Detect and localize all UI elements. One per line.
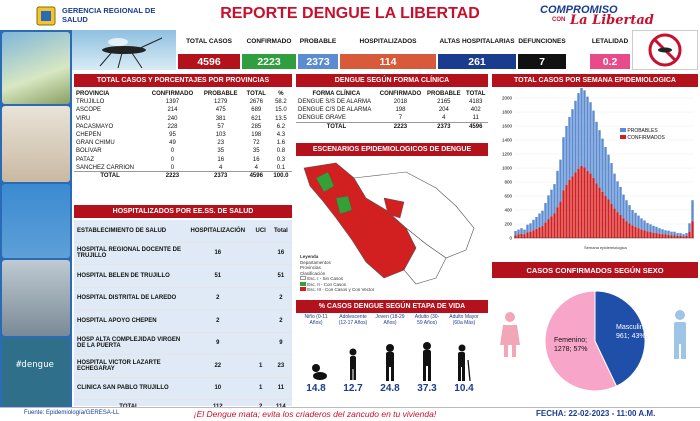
tires-photo: [2, 260, 70, 336]
table-total-row: TOTAL 2223 2373 4596: [296, 123, 488, 131]
bar-probable: [514, 231, 516, 235]
bar-probable: [550, 190, 552, 217]
regional-logo: [34, 5, 58, 27]
bar-confirmado: [592, 178, 594, 238]
bar-confirmado: [526, 232, 528, 238]
bar-confirmado: [646, 231, 648, 238]
bar-probable: [679, 233, 681, 236]
bar-probable: [571, 109, 573, 176]
etapa-label: Adulto (30-59 Años): [414, 314, 440, 326]
table-row: TRUJILLO 1397 1279 2676 58.2: [76, 99, 287, 106]
table-row: HOSP ALTA COMPLEJIDAD VIRGEN DE LA PUERTA 9 9: [74, 332, 292, 355]
bar-confirmado: [550, 216, 552, 238]
bar-probable: [622, 195, 624, 219]
bar-probable: [553, 184, 555, 213]
sexo-title: CASOS CONFIRMADOS SEGÚN SEXO: [492, 262, 698, 278]
bar-confirmado: [520, 234, 522, 238]
bar-probable: [559, 160, 561, 202]
bar-confirmado: [652, 233, 654, 238]
footer-date: FECHA: 22-02-2023 - 11:00 A.M.: [536, 409, 656, 418]
bar-confirmado: [688, 232, 690, 238]
kpi-confirmado: CONFIRMADO 2223: [242, 30, 296, 70]
hospital-title: HOSPITALIZADOS POR EE.SS. DE SALUD: [74, 205, 292, 218]
table-row: GRAN CHIMU 49 23 72 1.6: [76, 140, 286, 147]
bar-probable: [610, 163, 612, 204]
bar-confirmado: [529, 232, 531, 238]
bar-probable: [664, 230, 666, 234]
y-tick-label: 600: [504, 193, 512, 199]
bar-confirmado: [556, 207, 558, 238]
bar-confirmado: [613, 209, 615, 238]
bar-confirmado: [604, 196, 606, 238]
table-row: PACASMAYO 228 57 285 6.2: [76, 123, 286, 130]
bar-confirmado: [538, 228, 540, 239]
bar-probable: [646, 223, 648, 231]
bar-confirmado: [664, 235, 666, 239]
bar-confirmado: [547, 219, 549, 238]
bar-probable: [589, 102, 591, 173]
no-mosquito-icon: [632, 30, 698, 70]
map-legend: Leyenda Departamentos Provincias Clasificación Esc. I - Sin Casos Esc. II - Con Casos Esc. III - Con Casos y Con Vector: [300, 254, 375, 292]
bar-confirmado: [595, 183, 597, 238]
bar-confirmado: [673, 235, 675, 238]
kpi-letalidad: LETALIDAD 0.2: [591, 38, 629, 68]
bar-probable: [613, 174, 615, 209]
bar-confirmado: [667, 235, 669, 238]
table-row: ASCOPE 214 475 689 15.0: [76, 107, 287, 114]
bar-probable: [538, 214, 540, 228]
footer-slogan: ¡El Dengue mata; evita los criaderos del zancudo en tu vivienda!: [193, 409, 437, 419]
bar-confirmado: [625, 221, 627, 238]
kpi-total-casos: TOTAL CASOS 4596: [178, 30, 240, 70]
bar-confirmado: [640, 230, 642, 238]
bar-confirmado: [601, 192, 603, 238]
bar-probable: [658, 228, 660, 234]
bar-probable: [634, 213, 636, 227]
bar-probable: [523, 230, 525, 235]
bar-confirmado: [589, 174, 591, 238]
etapa-value: 12.7: [343, 383, 363, 394]
bar-confirmado: [610, 204, 612, 238]
bar-probable: [598, 130, 600, 187]
bar-confirmado: [523, 235, 525, 239]
bar-confirmado: [649, 232, 651, 238]
footer-source: Fuente: Epidemiología/GERESA-LL: [24, 410, 120, 416]
bar-confirmado: [559, 202, 561, 238]
table-row: HOSPITAL APOYO CHEPEN 2 2: [74, 310, 292, 333]
sexo-panel: [492, 279, 698, 406]
x-axis-label: Semana epidemiologica: [584, 245, 627, 250]
bar-probable: [544, 203, 546, 223]
etapa-silhouettes: [296, 338, 488, 382]
etapa-value: 10.4: [454, 383, 474, 394]
semana-title: TOTAL CASOS POR SEMANA EPIDEMIOLOGICA: [492, 74, 698, 87]
bar-confirmado: [691, 221, 693, 238]
y-tick-label: 800: [504, 179, 512, 185]
table-row: DENGUE GRAVE 7 4 11: [298, 115, 479, 122]
y-tick-label: 200: [504, 221, 512, 227]
bar-probable: [532, 220, 534, 231]
table-row: CHEPEN 95 103 198 4.3: [76, 132, 286, 139]
table-row: SANCHEZ CARRION 0 4 4 0.1: [76, 164, 286, 171]
bar-probable: [577, 93, 579, 169]
bar-probable: [562, 137, 564, 190]
etapa-label: Niño (0-11 Años): [304, 314, 328, 326]
bar-confirmado: [574, 172, 576, 238]
y-tick-label: 2000: [501, 95, 512, 101]
bar-confirmado: [670, 235, 672, 238]
bar-probable: [583, 90, 585, 167]
footer: [0, 407, 700, 421]
bar-confirmado: [565, 185, 567, 238]
bar-confirmado: [541, 226, 543, 238]
kpi-defunciones: DEFUNCIONES 7: [518, 38, 566, 68]
forma-table: FORMA CLÍNICA CONFIRMADO PROBABLE TOTAL DENGUE S/S DE ALARMA 2018 2165 4183 DENGUE C/S DE ALARMA 198 204 402 DENGUE GRAVE 7 4 11 TOTAL 2223 2373 4596: [296, 90, 488, 131]
bar-probable: [661, 229, 663, 234]
bar-confirmado: [661, 234, 663, 238]
bar-probable: [607, 155, 609, 200]
bar-probable: [628, 205, 630, 223]
etapa-value: 24.8: [380, 383, 400, 394]
table-row: HOSPITAL DISTRITAL DE LAREDO 2 2: [74, 287, 292, 310]
bar-confirmado: [577, 169, 579, 238]
region-map: [296, 158, 488, 296]
weekly-cases-chart: [492, 88, 698, 256]
kpi-row: [178, 30, 590, 70]
bar-probable: [616, 181, 618, 212]
barrel-photo: [2, 184, 70, 258]
bar-probable: [595, 122, 597, 184]
bar-confirmado: [685, 236, 687, 238]
y-tick-label: 1200: [501, 151, 512, 157]
bar-probable: [685, 233, 687, 236]
table-row: DENGUE C/S DE ALARMA 198 204 402: [298, 107, 481, 114]
bar-probable: [541, 211, 543, 226]
bar-probable: [673, 232, 675, 236]
bar-probable: [568, 117, 570, 180]
etapa-label: Joven (18-29 Años): [375, 314, 405, 326]
male-icon: [674, 310, 686, 359]
fumigation-photo: [2, 32, 70, 104]
bar-confirmado: [676, 236, 678, 238]
bar-confirmado: [553, 214, 555, 239]
female-icon: [500, 312, 520, 357]
etapa-value: 37.3: [417, 383, 437, 394]
bar-probable: [619, 187, 621, 215]
mosquito-photo: [72, 30, 176, 70]
bar-confirmado: [562, 190, 564, 238]
pie-label-female: Femenino; 1278; 57%: [554, 337, 588, 353]
bar-confirmado: [571, 176, 573, 238]
table-total-row: TOTAL 2223 2373 4596 100.0: [74, 172, 292, 180]
pie-label-male: Masculino; 961; 43%: [616, 324, 650, 340]
chart-legend: PROBABLES CONFIRMADOS: [620, 128, 665, 142]
bar-probable: [601, 139, 603, 192]
bar-probable: [529, 223, 531, 231]
bar-confirmado: [619, 215, 621, 238]
bar-probable: [667, 231, 669, 235]
table-row: DENGUE S/S DE ALARMA 2018 2165 4183: [298, 99, 483, 106]
bar-probable: [631, 210, 633, 225]
bar-probable: [655, 227, 657, 233]
bar-probable: [682, 234, 684, 236]
org-name: GERENCIA REGIONAL DE SALUD: [62, 6, 156, 24]
table-row: VIRU 240 381 621 13.5: [76, 115, 287, 122]
table-row: BOLIVAR 0 35 35 0.8: [76, 148, 286, 155]
bar-probable: [526, 225, 528, 233]
dengue-tag-photo: #dengue: [2, 338, 70, 406]
bar-confirmado: [535, 229, 537, 238]
provincias-title: TOTAL CASOS Y PORCENTAJES POR PROVINCIAS: [74, 74, 292, 87]
bar-probable: [670, 232, 672, 236]
bar-confirmado: [514, 235, 516, 238]
bar-probable: [637, 216, 639, 229]
bar-confirmado: [586, 171, 588, 238]
bar-confirmado: [583, 167, 585, 238]
y-tick-label: 1000: [501, 165, 512, 171]
etapa-label: Adolescente (12-17 Años): [338, 314, 368, 326]
etapa-value: 14.8: [306, 383, 326, 394]
bar-probable: [691, 200, 693, 221]
bar-probable: [520, 228, 522, 234]
y-tick-label: 400: [504, 207, 512, 213]
kpi-probable: PROBABLE 2373: [299, 38, 337, 68]
bar-confirmado: [643, 230, 645, 238]
bar-probable: [676, 233, 678, 236]
table-row: HOSPITAL BELEN DE TRUJILLO 51 51: [74, 265, 292, 288]
bar-probable: [535, 217, 537, 229]
bar-probable: [688, 223, 690, 231]
bar-probable: [574, 101, 576, 172]
bar-probable: [547, 195, 549, 219]
bar-confirmado: [532, 230, 534, 238]
bar-confirmado: [631, 225, 633, 238]
bar-probable: [556, 171, 558, 207]
bar-confirmado: [580, 166, 582, 238]
bar-probable: [643, 221, 645, 231]
etapa-label: Adulto Mayor (60a Más): [449, 314, 479, 326]
bar-confirmado: [517, 235, 519, 239]
hospital-table: ESTABLECIMIENTO DE SALUD HOSPITALIZACIÓN UCI Total HOSPITAL REGIONAL DOCENTE DE TRUJILLO 16 16 HOSPITAL BELEN DE TRUJILLO 51 51 HOSPITAL DISTRITAL DE LAREDO 2 2 HOSPITAL APOYO CHEPEN 2 2 HOSP ALTA COMPLEJIDAD VIRGEN DE LA PUERTA 9 9 HOSPITAL VICTOR LAZARTE ECHEGARAY 22 1 23 CLINICA SAN PABLO TRUJILLO 10 1 11: [74, 220, 292, 406]
bar-confirmado: [637, 228, 639, 238]
bar-probable: [592, 111, 594, 178]
bar-confirmado: [616, 212, 618, 238]
bar-probable: [625, 200, 627, 221]
bar-confirmado: [634, 227, 636, 238]
water-container-photo: [2, 106, 70, 182]
provincias-table: PROVINCIA CONFIRMADO PROBABLE TOTAL % TRUJILLO 1397 1279 2676 58.2 ASCOPE 214 475 689 15.0 VIRU 240 381 621 13.5 PACASMAYO 228 57 285 6.2 CHEPEN 95 103 198 4.3 GRAN CHIMU 49 23 72 1.6 BOLIVAR 0 35 35 0.8 PATAZ 0 16 16 0.3 SANCHEZ CARRION 0 4 4 0.1 TOTAL 2223 2373 4596 100.0: [74, 90, 292, 180]
forma-title: DENGUE SEGÚN FORMA CLÍNICA: [296, 74, 488, 87]
bar-confirmado: [598, 188, 600, 238]
bar-probable: [517, 230, 519, 235]
table-row: HOSPITAL VICTOR LAZARTE ECHEGARAY 22 1 23: [74, 355, 292, 378]
bar-confirmado: [628, 223, 630, 238]
bar-probable: [604, 147, 606, 196]
bar-confirmado: [655, 233, 657, 238]
bar-confirmado: [607, 200, 609, 239]
kpi-altas: ALTAS HOSPITALARIAS 261: [439, 38, 515, 68]
etapa-title: % CASOS DENGUE SEGÚN ETAPA DE VIDA: [296, 300, 488, 313]
sex-pie-chart: [492, 279, 698, 406]
y-tick-label: 0: [509, 235, 512, 241]
bar-confirmado: [622, 218, 624, 238]
page-title: REPORTE DENGUE LA LIBERTAD: [220, 5, 480, 22]
y-tick-label: 1800: [501, 109, 512, 115]
bar-probable: [586, 97, 588, 171]
bar-probable: [649, 224, 651, 232]
y-tick-label: 1400: [501, 137, 512, 143]
table-row: HOSPITAL REGIONAL DOCENTE DE TRUJILLO 16 16: [74, 242, 292, 265]
table-row: PATAZ 0 16 16 0.3: [76, 156, 286, 163]
bar-confirmado: [658, 234, 660, 238]
brand-logo: COMPROMISO CON La Libertad: [540, 4, 654, 28]
mapa-title: ESCENARIOS EPIDEMIOLOGICOS DE DENGUE: [296, 143, 488, 156]
kpi-hospitalizados: HOSPITALIZADOS 114: [340, 30, 436, 70]
table-row: CLINICA SAN PABLO TRUJILLO 10 1 11: [74, 377, 292, 400]
semana-panel: [492, 88, 698, 256]
bar-probable: [565, 126, 567, 185]
bar-confirmado: [568, 180, 570, 238]
bar-probable: [652, 226, 654, 233]
bar-confirmado: [679, 236, 681, 238]
bar-confirmado: [544, 223, 546, 238]
bar-probable: [640, 218, 642, 229]
photo-strip: [0, 30, 72, 408]
y-tick-label: 1600: [501, 123, 512, 129]
bar-probable: [580, 88, 582, 166]
